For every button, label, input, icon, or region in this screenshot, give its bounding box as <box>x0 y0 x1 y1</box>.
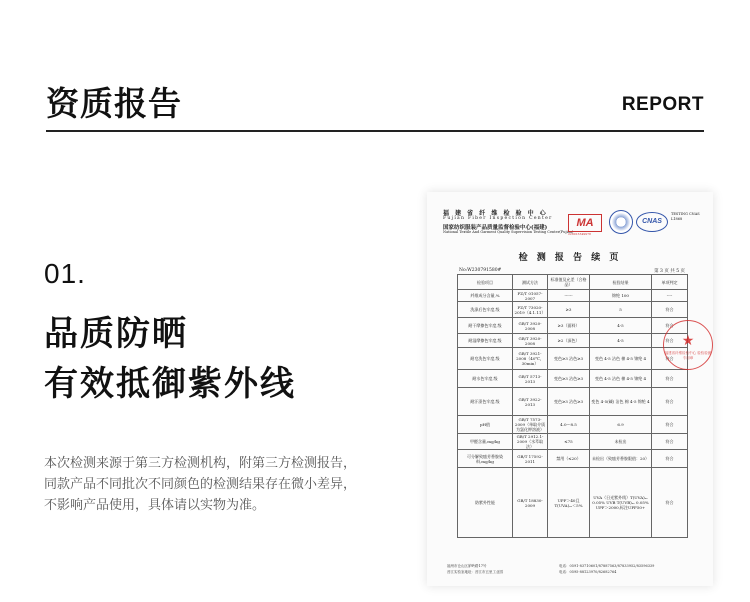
cma-logo-icon: MA <box>568 214 602 232</box>
test-report-image <box>427 192 713 586</box>
table-cell: FZ/T 73020-2019（4.1.11） <box>513 302 548 318</box>
table-cell: ≥2（深色） <box>548 334 590 348</box>
table-row <box>458 302 688 318</box>
section-title-line1: 品质防晒 <box>44 314 188 354</box>
table-row <box>458 370 688 388</box>
table-cell: 变色≥3 沾色≥3 <box>548 348 590 370</box>
org-name-cn: 福 建 省 纤 维 检 验 中 心 <box>443 210 548 217</box>
report-title: 检 测 报 告 续 页 <box>518 253 622 263</box>
table-cell: 变色 4-5 沾色 棉 4-5 锦纶 4 <box>590 348 652 370</box>
table-cell: 4-5 <box>590 318 652 334</box>
report-table <box>457 274 688 538</box>
table-cell: 符合 <box>652 434 688 450</box>
column-header: 检验项目 <box>458 275 513 290</box>
table-cell: GB/T 5713-2013 <box>513 370 548 388</box>
table-cell: 符合 <box>652 416 688 434</box>
table-row <box>458 450 688 468</box>
table-cell: ------ <box>548 290 590 302</box>
table-cell: 锦纶 100 <box>590 290 652 302</box>
table-cell: GB/T 7573-2009（单取介质为氯化钾溶液） <box>513 416 548 434</box>
description-line: 不影响产品使用，具体请以实物为准。 <box>44 498 266 513</box>
table-cell: 未检出 <box>590 434 652 450</box>
table-cell: ---- <box>652 290 688 302</box>
table-row <box>458 434 688 450</box>
org-name-en-2: National Textile And Garment Quality Supervision Testing Center(Fujian) <box>443 230 574 234</box>
section-title-line2: 有效抵御紫外线 <box>44 364 296 404</box>
section-number: 01. <box>44 258 86 289</box>
footer-address-2: 晋江实验室地址：晋江市五里工业园 <box>447 570 503 574</box>
table-cell: ≥3（面料） <box>548 318 590 334</box>
report-page: 第 3 页 共 5 页 <box>654 269 685 274</box>
table-cell: 符合 <box>652 468 688 538</box>
header-divider <box>46 130 704 132</box>
table-cell: GB/T 3922-2013 <box>513 388 548 416</box>
table-row <box>458 468 688 538</box>
page-title: 资质报告 <box>46 84 182 123</box>
table-row <box>458 416 688 434</box>
table-cell: 符合 <box>652 348 688 370</box>
table-cell: 5 <box>590 302 652 318</box>
table-cell: 变色 4-5 沾色 棉 4-5 锦纶 4 <box>590 370 652 388</box>
table-header-row <box>458 275 688 290</box>
table-cell: 未检出（致癌芳香胺限值：20） <box>590 450 652 468</box>
column-header: 单项判定 <box>652 275 688 290</box>
table-cell: 4-5 <box>590 334 652 348</box>
table-cell: GB/T 2912.1-2009（水萃取法） <box>513 434 548 450</box>
table-row <box>458 318 688 334</box>
logo-note: TESTING CNAS L1868 <box>671 212 700 221</box>
table-cell: 符合 <box>652 334 688 348</box>
org-name-en: Fujian Fiber Inspection Center <box>443 216 553 221</box>
description-line: 本次检测来源于第三方检测机构，附第三方检测报告， <box>44 456 357 471</box>
table-cell: 符合 <box>652 302 688 318</box>
inspection-stamp <box>663 320 713 370</box>
table-cell: 符合 <box>652 450 688 468</box>
star-icon: ★ <box>681 333 695 349</box>
footer-address: 福州市仓山区胪岭路17号 <box>447 564 487 568</box>
table-cell: 符合 <box>652 370 688 388</box>
table-cell: GB/T 3920-2008 <box>513 334 548 348</box>
table-cell: 变色≥3 沾色≥3 <box>548 388 590 416</box>
table-cell: GB/T 17592-2011 <box>513 450 548 468</box>
table-cell: 耐湿摩擦色牢度,级 <box>458 334 513 348</box>
cma-number: 220013349978 <box>568 232 591 236</box>
table-cell: 耐水色牢度,级 <box>458 370 513 388</box>
table-cell: GB/T 3921-2008（40℃，30min） <box>513 348 548 370</box>
org-name-cn-2: 国家纺织服装产品质量监督检验中心(福建) <box>443 225 548 231</box>
table-cell: 符合 <box>652 388 688 416</box>
table-cell: UVA（日光紫外线）T(UVA)ₐᵥ 0.05% UVB T(UVB)ₐᵥ 0.05% UPF＞2000,标注UPF50+ <box>590 468 652 538</box>
cnas-logo-icon: CNAS <box>636 212 668 232</box>
table-cell: pH值 <box>458 416 513 434</box>
table-cell: GB/T 18830-2009 <box>513 468 548 538</box>
table-cell: 符合 <box>652 318 688 334</box>
table-cell: 防紫外性能 <box>458 468 513 538</box>
ilac-logo-icon <box>609 210 633 234</box>
table-cell: 耐皂洗色牢度,级 <box>458 348 513 370</box>
table-cell: 变色 4-5(碱) 沾色 棉 4-5 锦纶 4 <box>590 388 652 416</box>
page-title-en: REPORT <box>621 94 704 115</box>
description-line: 同款产品不同批次不同颜色的检测结果存在微小差异， <box>44 477 357 492</box>
table-cell: 变色≥3 沾色≥3 <box>548 370 590 388</box>
table-cell: UPF＞40且 T(UVA)ₐᵥ＜5% <box>548 468 590 538</box>
table-cell: 6.9 <box>590 416 652 434</box>
table-cell: 耐汗渍色牢度,级 <box>458 388 513 416</box>
footer-phone: 电话：0591-83710601/87887563/87833952/83596339 <box>559 564 655 568</box>
table-cell: GB/T 3920-2008 <box>513 318 548 334</box>
table-cell: 纤维成分含量,% <box>458 290 513 302</box>
table-cell: 洗涤后色牢度,级 <box>458 302 513 318</box>
table-cell: ≥3 <box>548 302 590 318</box>
footer-phone-2: 电话：0595-88123970/82682764 <box>559 570 617 574</box>
column-header: 测试方法 <box>513 275 548 290</box>
table-cell: ≤75 <box>548 434 590 450</box>
section-description <box>44 453 389 516</box>
table-cell: 耐干摩擦色牢度,级 <box>458 318 513 334</box>
column-header: 标准值及允差（合格品） <box>548 275 590 290</box>
stamp-text: 福建省纤维检验中心 检验检测专用章 <box>664 351 712 360</box>
table-cell: 甲醛含量,mg/kg <box>458 434 513 450</box>
table-cell: 禁用（≤20） <box>548 450 590 468</box>
table-cell: 4.0～8.5 <box>548 416 590 434</box>
table-row <box>458 388 688 416</box>
table-cell: FZ/T 01057-2007 <box>513 290 548 302</box>
table-row <box>458 334 688 348</box>
table-row <box>458 290 688 302</box>
report-number: No:W230791580# <box>459 268 502 273</box>
table-row <box>458 348 688 370</box>
table-cell: 可分解致癌芳香胺染料,mg/kg <box>458 450 513 468</box>
column-header: 检验结果 <box>590 275 652 290</box>
